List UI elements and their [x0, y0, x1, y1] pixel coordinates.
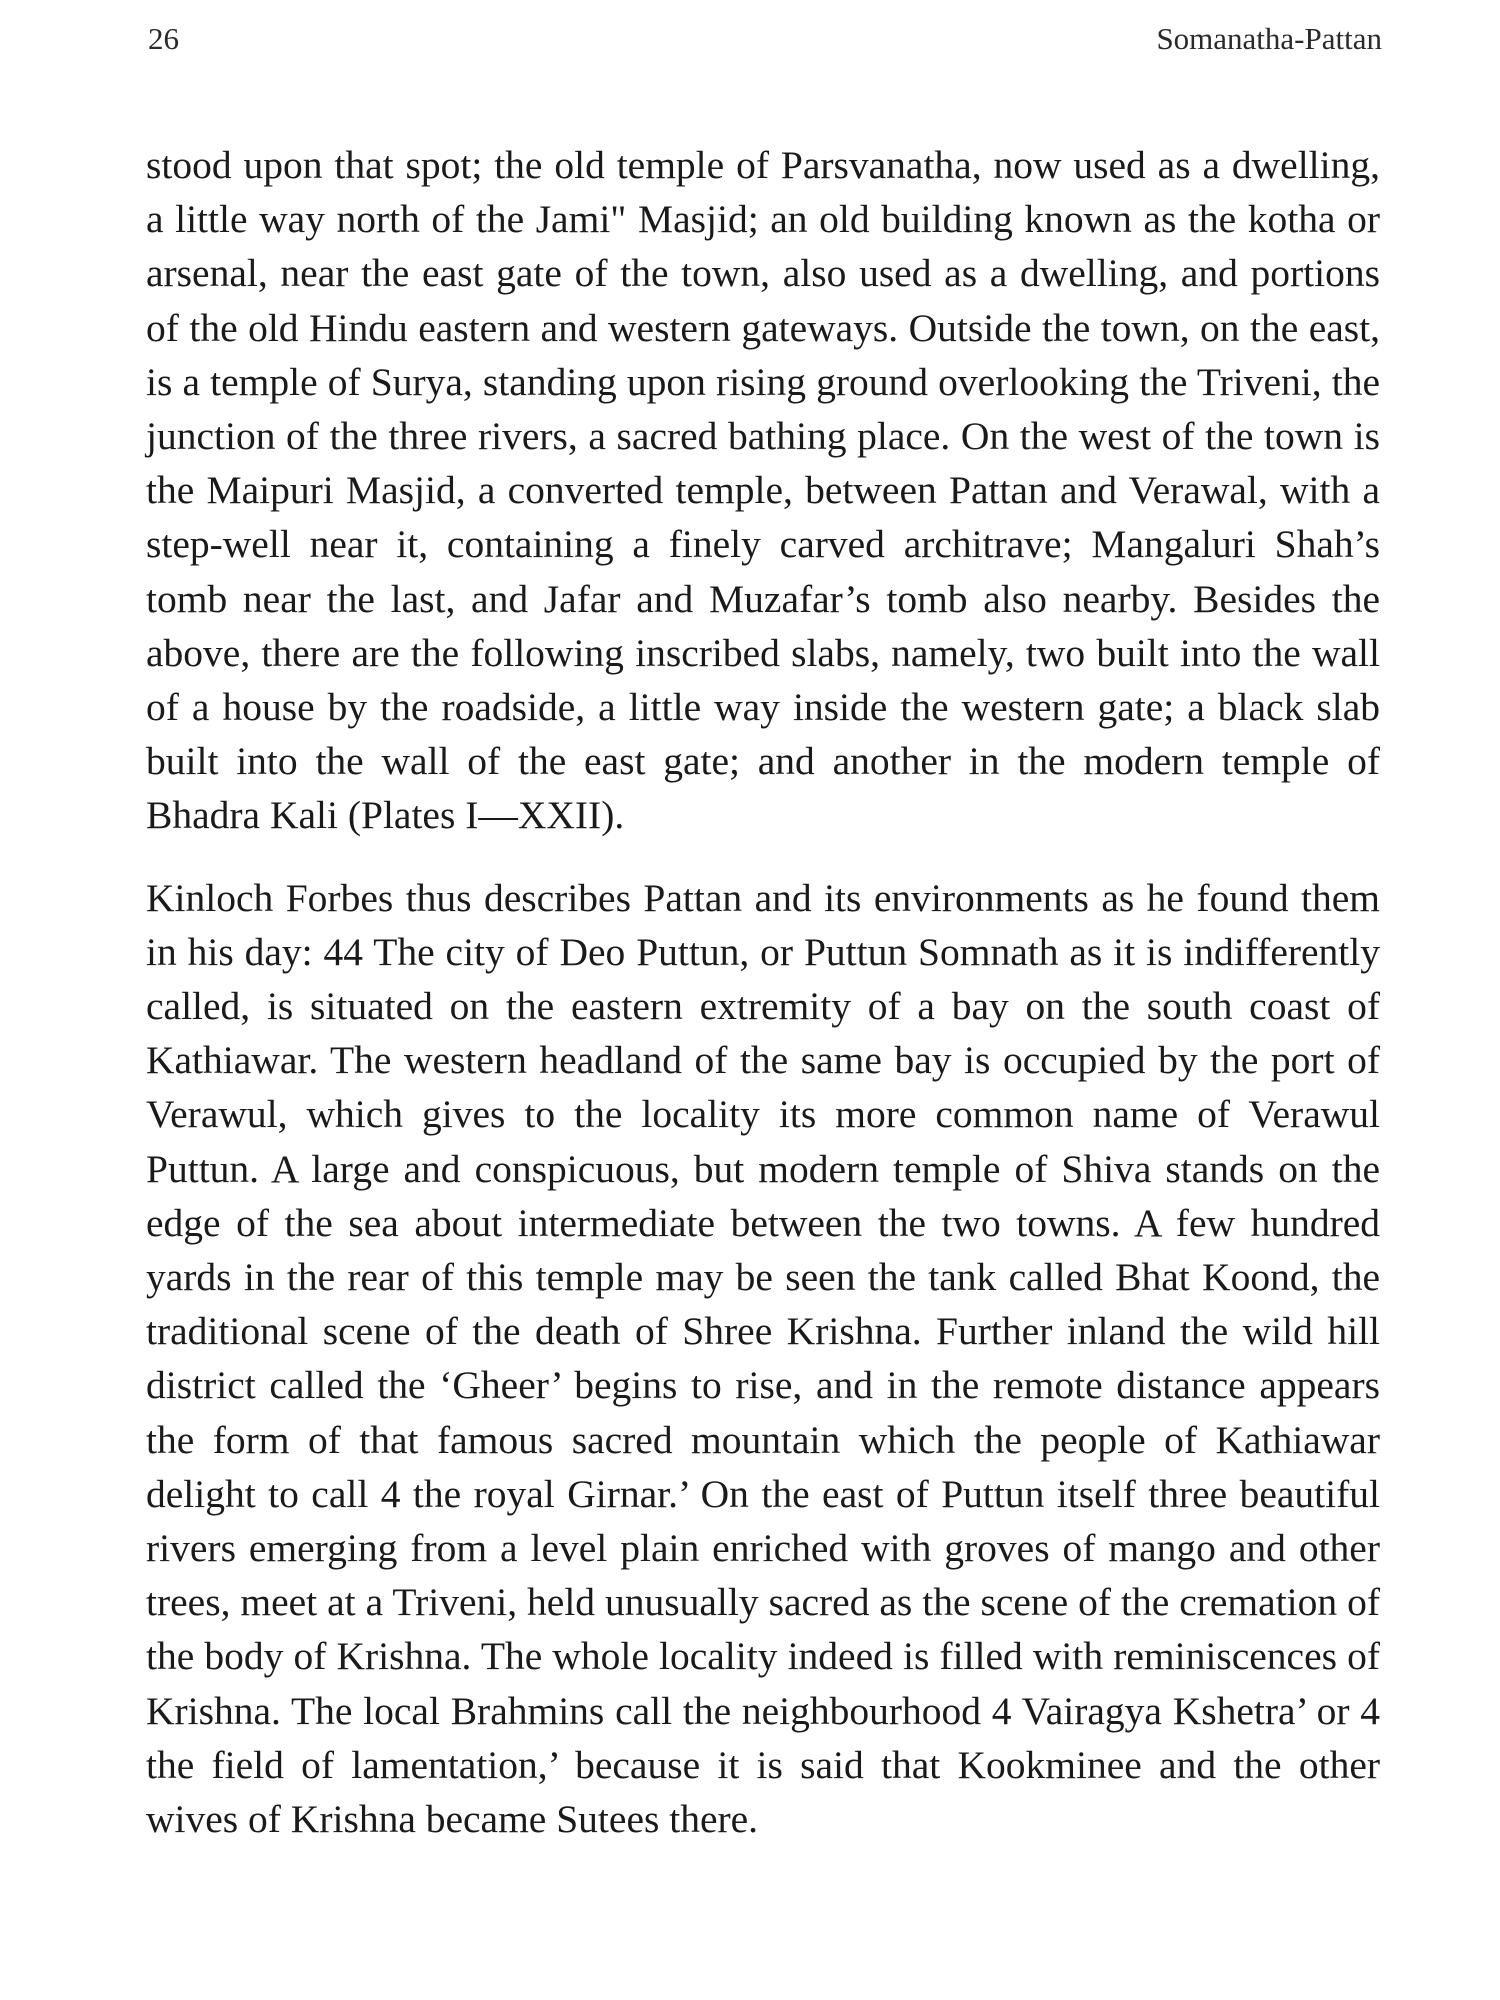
paragraph-temples-list: stood upon that spot; the old temple of Parsvanatha, now used as a dwelling, a little way north of the Jami" Masjid; an old building known as the kotha or arsenal, near the east gate of the town, also used as a dwelling, and portions of the old Hindu eastern and western gateways. Outside the town, on the east, is a temple of Surya, standing upon rising ground overlooking the Triveni, the junction of the three rivers, a sacred bathing place. On the west of the town is the Maipuri Masjid, a converted temple, between Pattan and Verawal, with a step-well near it, containing a finely carved architrave; Mangaluri Shah’s tomb near the last, and Jafar and Muzafar’s tomb also nearby. Besides the above, there are the following inscribed slabs, namely, two built into the wall of a house by the roadside, a little way inside the western gate; a black slab built into the wall of the east gate; and another in the modern temple of Bhadra Kali (Plates I—XXII).	[146, 143, 1380, 838]
paragraph-forbes-description: Kinloch Forbes thus describes Pattan and its environments as he found them in his day: 44 The city of Deo Puttun, or Puttun Somnath as it is indifferently called, is situated on the eastern extremity of a bay on the south coast of Kathiawar. The western headland of the same bay is occupied by the port of Verawul, which gives to the locality its more common name of Verawul Puttun. A large and conspicuous, but modern temple of Shiva stands on the edge of the sea about intermediate between the two towns. A few hundred yards in the rear of this temple may be seen the tank called Bhat Koond, the traditional scene of the death of Shree Krishna. Further inland the wild hill district called the ‘Gheer’ begins to rise, and in the remote distance appears the form of that famous sacred mountain which the people of Kathiawar delight to call 4 the royal Girnar.’ On the east of Puttun itself three beautiful rivers emerging from a level plain enriched with groves of mango and other trees, meet at a Triveni, held unusually sacred as the scene of the cremation of the body of Krishna. The whole locality indeed is filled with reminiscences of Krishna. The local Brahmins call the neighbourhood 4 Vairagya Kshetra’ or 4 the field of lamentation,’ because it is said that Kookminee and the other wives of Krishna became Sutees there.	[146, 875, 1380, 1842]
running-header	[148, 14, 1382, 64]
body-text	[146, 138, 1380, 1846]
running-title: Somanatha-Pattan	[1156, 21, 1382, 56]
page-number: 26	[148, 21, 179, 56]
